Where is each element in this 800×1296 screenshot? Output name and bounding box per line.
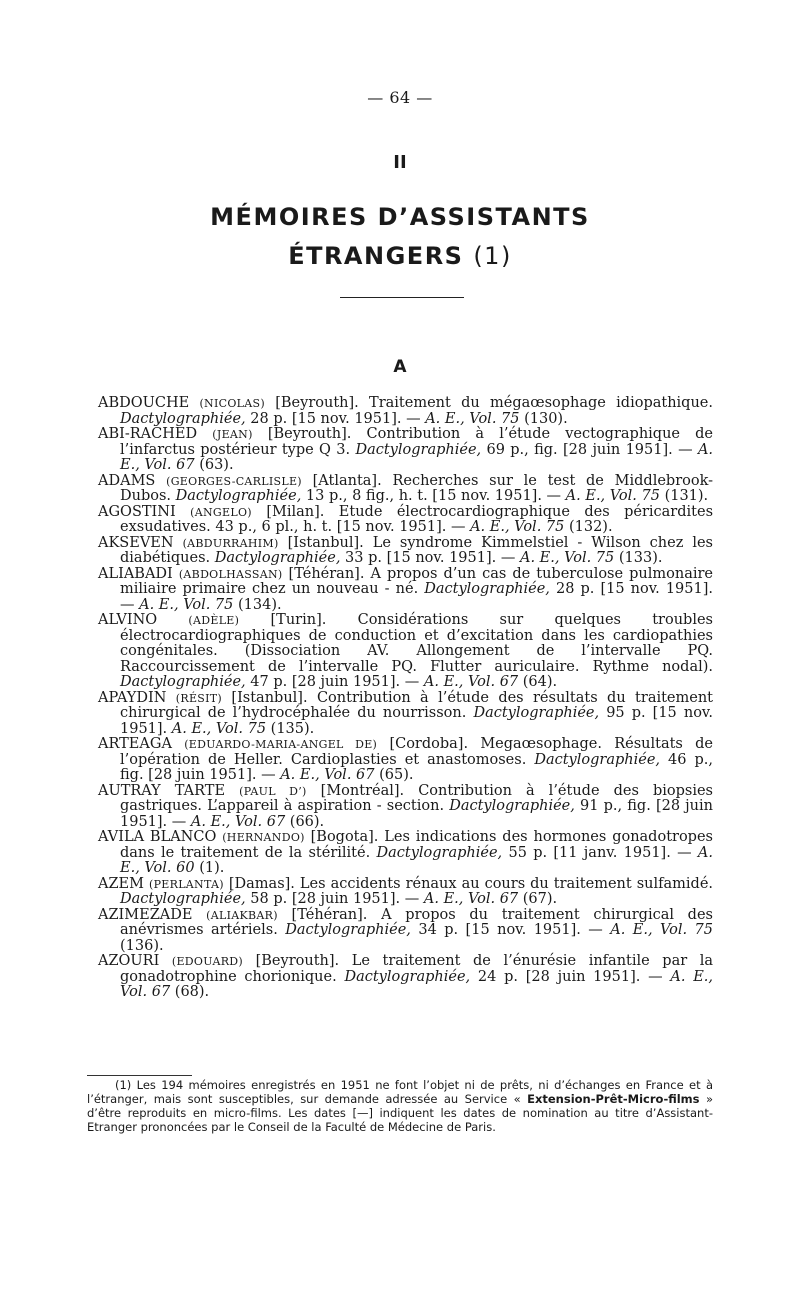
entry-format: Dactylographiée, (214, 550, 341, 566)
entry-format: Dactylographiée, (376, 844, 503, 861)
entry (98, 691, 713, 738)
entry-title: [Milan]. Etude électrocardiographique des péricardites exsudatives. 43 p., 6 pl., h. t. [15 nov. 1951]. — (120, 503, 714, 535)
entry-title: [Beyrouth]. Traitement du mégaœsophage idiopathique. (275, 395, 713, 411)
entry-reference: A. E., Vol. 67 (190, 813, 286, 830)
entry-author: ARTEAGA (98, 736, 172, 752)
page-title-line2 (0, 242, 800, 270)
entry-first-name: (JEAN) (212, 428, 253, 441)
entry-details: 47 p. [28 juin 1951]. — (250, 674, 420, 690)
entry-number: (1). (199, 860, 225, 876)
entry-format: Dactylographiée, (449, 798, 575, 814)
page-number: — 64 — (367, 88, 433, 107)
title-footnote-ref: (1) (473, 242, 512, 270)
entry-first-name: (EDOUARD) (171, 955, 244, 968)
entry (98, 784, 713, 831)
entry-format: Dactylographiée, (120, 891, 246, 907)
entry-number: (131). (664, 488, 709, 504)
entry-number: (134). (238, 596, 282, 613)
entry-first-name: (PERLANTA) (149, 877, 224, 891)
entry-reference: A. E., Vol. 75 (425, 410, 520, 427)
entry-details: 69 p., fig. [28 juin 1951]. — (486, 441, 693, 458)
entry (98, 567, 713, 614)
entry-details: 58 p. [28 juin 1951]. — (250, 891, 420, 907)
footnote-service-name: Extension-Prêt-Micro-films (527, 1092, 700, 1106)
footnote-divider (87, 1075, 192, 1076)
entry-number: (67). (522, 891, 558, 907)
entry-title: [Téhéran]. A propos du traitement chirurgical des anévrismes artériels. (120, 906, 713, 938)
entry-title: [Téhéran]. A propos d’un cas de tuberculose pulmonaire miliaire primaire chez un nouveau - né. (120, 565, 714, 597)
entry-reference: A. E., Vol. 60 (120, 844, 714, 876)
entry-details: 28 p. [15 nov. 1951]. — (250, 410, 421, 427)
entry-number: (133). (618, 550, 663, 566)
entry-reference: A. E., Vol. 75 (565, 488, 660, 504)
entry-author: ABI-RACHED (98, 426, 198, 442)
entry-details: 33 p. [15 nov. 1951]. — (345, 550, 516, 566)
entry-first-name: (PAUL D’) (239, 784, 307, 798)
entry-author: AKSEVEN (98, 534, 174, 551)
entry-reference: A. E., Vol. 67 (423, 891, 519, 907)
entry-first-name: (GEORGES-CARLISLE) (166, 474, 302, 488)
entry-reference: A. E., Vol. 67 (120, 968, 714, 1000)
entry-author: ABDOUCHE (98, 395, 190, 411)
entry-title: [Beyrouth]. Le traitement de l’énurésie infantile par la gonadotrophine chorionique. (120, 953, 714, 985)
entry (98, 877, 713, 908)
entry-details: 34 p. [15 nov. 1951]. — (418, 922, 603, 938)
entry-details: 91 p., fig. [28 juin 1951]. — (120, 798, 713, 830)
entry-details: 24 p. [28 juin 1951]. — (477, 968, 663, 985)
entry (98, 737, 713, 784)
entry (98, 536, 713, 567)
entry-number: (63). (199, 457, 234, 473)
entry-first-name: (ABDOLHASSAN) (178, 567, 283, 581)
title-text: ÉTRANGERS (288, 242, 464, 270)
entry-first-name: (ANGELO) (190, 505, 252, 519)
entry-title: [Cordoba]. Megaœsophage. Résultats de l’opération de Heller. Cardioplasties et anastomoses. (120, 736, 714, 768)
entry-title: [Bogota]. Les indications des hormones gonadotropes dans le traitement de la stérilité. (120, 829, 713, 861)
entry-author: AVILA BLANCO (98, 829, 217, 845)
entry (98, 613, 713, 691)
entry-title: [Istanbul]. Contribution à l’étude des résultats du traitement chirurgical de l’hydrocéphalée du nourrisson. (120, 689, 714, 721)
entry-number: (132). (568, 519, 613, 535)
entry (98, 474, 713, 505)
entry-first-name: (RÉSIT) (175, 691, 223, 705)
entry-format: Dactylographiée, (473, 705, 600, 721)
entry-author: AZEM (98, 875, 144, 892)
entry-author: AZIMEZADE (98, 906, 193, 923)
entry-format: Dactylographiée, (534, 751, 661, 768)
entry-title: [Beyrouth]. Contribution à l’étude vectographique de l’infarctus postérieur type Q 3. (120, 426, 714, 458)
entry (98, 505, 713, 536)
entry (98, 908, 713, 955)
entry (98, 954, 713, 1001)
entry-format: Dactylographiée, (355, 441, 482, 458)
entry-title: [Atlanta]. Recherches sur le test de Middlebrook-Dubos. (120, 472, 714, 504)
entry-author: ALVINO (98, 612, 158, 628)
entry-author: AGOSTINI (98, 503, 176, 520)
entry-format: Dactylographiée, (344, 968, 471, 985)
entry-first-name: (ABDURRAHIM) (182, 536, 279, 550)
entry-title: [Damas]. Les accidents rénaux au cours du traitement sulfamidé. (228, 875, 714, 892)
entry-title: [Istanbul]. Le syndrome Kimmelstiel - Wilson chez les diabétiques. (120, 534, 714, 566)
entry-details: 95 p. [15 nov. 1951]. (120, 705, 714, 737)
entry-first-name: (ADÈLE) (188, 614, 240, 627)
entry-first-name: (EDUARDO-MARIA-ANGEL DE) (184, 738, 378, 751)
entry-details: 28 p. [15 nov. 1951]. — (120, 581, 713, 613)
entry-first-name: (NICOLAS) (199, 397, 265, 410)
entry-reference: A. E., Vol. 75 (470, 519, 565, 535)
entry-author: ALIABADI (98, 565, 173, 582)
section-number: II (393, 152, 407, 173)
letter-heading: A (393, 357, 407, 377)
entry-title: [Montréal]. Contribution à l’étude des biopsies gastriques. L’appareil à aspiration - section. (120, 782, 713, 814)
footnote-text-2: » d’être reproduits en micro-films. Les dates [—] indiquent les dates de nomination au titre d’Assistant-Etranger prononcées par le Conseil de la Faculté de Médecine de Paris. (87, 1092, 714, 1134)
entry-list (98, 396, 713, 1001)
entry-format: Dactylographiée, (175, 488, 302, 504)
title-divider (340, 297, 464, 298)
entry-reference: A. E., Vol. 75 (519, 550, 615, 566)
entry-details: 55 p. [11 janv. 1951]. — (508, 844, 692, 861)
entry-number: (66). (289, 813, 325, 830)
footnote-marker: (1) (115, 1078, 132, 1092)
entry-reference: A. E., Vol. 67 (120, 441, 714, 473)
entry-number: (64). (522, 674, 558, 690)
entry-author: AUTRAY TARTE (98, 782, 226, 799)
entry-format: Dactylographiée, (424, 581, 550, 597)
entry (98, 396, 713, 427)
entry-author: APAYDIN (98, 689, 167, 706)
entry-first-name: (HERNANDO) (222, 831, 305, 844)
entry-format: Dactylographiée, (285, 922, 411, 938)
entry-reference: A. E., Vol. 67 (423, 674, 519, 690)
entry-details: 46 p., fig. [28 juin 1951]. — (120, 751, 713, 783)
entry-reference: A. E., Vol. 75 (610, 922, 713, 938)
entry-author: AZOURI (98, 953, 160, 969)
entry-number: (68). (174, 984, 210, 1000)
entry-format: Dactylographiée, (120, 674, 246, 690)
entry-format: Dactylographiée, (120, 410, 246, 427)
entry-details: 13 p., 8 fig., h. t. [15 nov. 1951]. — (305, 488, 562, 504)
entry-number: (65). (379, 767, 414, 783)
footnote (87, 1078, 713, 1134)
entry-reference: A. E., Vol. 67 (280, 767, 375, 783)
page-title-line1: MÉMOIRES D’ASSISTANTS (210, 203, 590, 231)
entry-number: (135). (270, 720, 315, 737)
entry-number: (130). (524, 410, 568, 427)
entry-author: ADAMS (98, 472, 156, 489)
entry (98, 830, 713, 877)
entry-reference: A. E., Vol. 75 (139, 596, 234, 613)
entry-reference: A. E., Vol. 75 (171, 720, 267, 737)
entry-title: [Turin]. Considérations sur quelques troubles électrocardiographiques de conduction et d’excitation dans les cardiopathies congénitales. (Dissociation AV. Allongement de l’intervalle PQ. Raccourcissement de l’intervalle PQ. Flutter auriculaire. Rythme nodal). (120, 612, 713, 675)
footnote-text-1: Les 194 mémoires enregistrés en 1951 ne font l’objet ni de prêts, ni d’échanges en France et à l’étranger, mais sont susceptibles, sur demande adressée au Service « (87, 1078, 714, 1106)
entry (98, 427, 713, 474)
entry-first-name: (ALIAKBAR) (206, 908, 278, 922)
entry-number: (136). (120, 937, 164, 954)
